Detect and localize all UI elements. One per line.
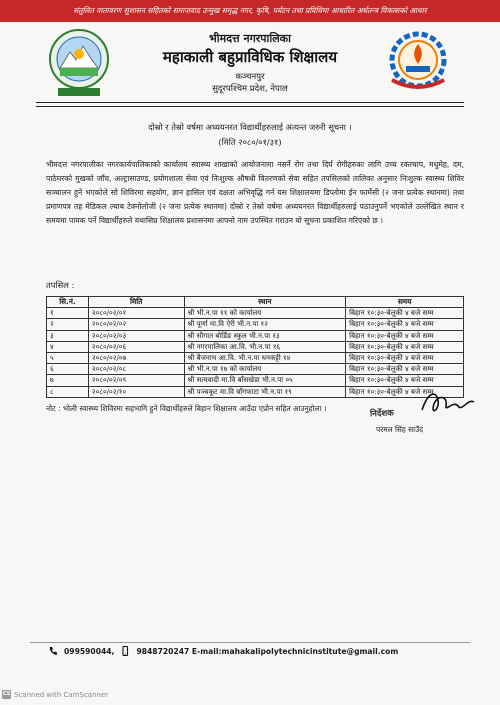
cell-time: बिहान १०:३०-बेलुकी ४ बजे सम्म (346, 341, 464, 352)
table-row (47, 352, 464, 363)
table-row (47, 319, 464, 330)
city-name: कञ्चनपुर (235, 72, 265, 82)
cell-time: बिहान १०:३०-बेलुकी ४ बजे सम्म (346, 386, 464, 397)
cell-place: श्री भी.न.पा ११ को कार्यालय (184, 308, 346, 319)
cell-sn: ६ (47, 364, 89, 375)
cell-place: श्री बैजनाथ आ.वि. भी.न.पा धनकट्टी १४ (184, 352, 346, 363)
cell-date: २०८०/०२/०६ (88, 341, 184, 352)
table-row (47, 375, 464, 386)
notice-body: भीमदत्त नगरपालीका नगरकार्यपालिकाको कार्यालय स्वास्थ्य शाखाको आयोजनामा नसर्ने रोग तथा दिर्घ रोगीहरुका लागि उच्च रक्तचाप, मधुमेह, दम, पाठेघरको मुखको जाँच, अल्ट्रासाउण्ड, प्रयोगशाला सेवा एवं निःशुल्क औषधी वितरणको सेवा सहित तपसिलको तालिका अनुसार निःशुल्क स्वास्थ्य शिविर सञ्चालन हुने भएकोले सो शिविरमा सहयोग, ज्ञान हासिल एवं दक्षता अभिवृद्धि गर्न यस शिक्षालयमा डिप्लोमा ईन फार्मेसी (२ जना प्रत्येक स्थानमा) तथा प्रमाणपत्र तह मेडिकल ल्याब टेक्नोलोजी (२ जना प्रत्येक स्थानमा) दोस्रो र तेस्रो वर्षमा अध्ययनरत विद्यार्थीहरुलाई पठाउनुपर्ने भएकोले उल्लेखित स्थान र समयमा पायक पर्ने विद्यार्थीहरुले यथासिघ्र शिक्षालय प्रशासनमा आफ्नो नाम उपस्थित गराउन यो सूचना प्रकाशित गरिएको छ । (46, 160, 464, 226)
col-header-sn: सि.नं. (47, 297, 89, 308)
footer-divider (30, 642, 470, 643)
cell-sn: १ (47, 308, 89, 319)
table-row (47, 308, 464, 319)
cell-time: बिहान १०:३०-बेलुकी ४ बजे सम्म (346, 319, 464, 330)
cell-time: बिहान १०:३०-बेलुकी ४ बजे सम्म (346, 364, 464, 375)
col-header-place: स्थान (184, 297, 346, 308)
schedule-header-row (47, 297, 464, 308)
cell-place: श्री सत्यवादी मा.वि बाँसखेडा भी.न.पा ०५ (184, 375, 346, 386)
schedule-table (46, 296, 464, 398)
footer-contact (48, 646, 398, 656)
footer-mobile-email: 9848720247 E-mail:mahakalipolytechnicinstitute@gmail.com (136, 646, 399, 656)
cell-place: श्री पूर्णा मा.वि ऐरी भी.न.पा १२ (184, 319, 346, 330)
notice-title: दोस्रो र तेस्रो वर्षमा अध्ययनरत विद्यार्थीहरुलाई अत्यन्त जरुरी सूचना । (148, 122, 352, 132)
cell-date: २०८०/०२/०७ (88, 352, 184, 363)
cell-date: २०८०/०२/०३ (88, 330, 184, 341)
col-header-time: समय (346, 297, 464, 308)
cell-sn: ३ (47, 330, 89, 341)
notice-date: (मिति २०८०/०१/३१) (218, 137, 282, 147)
cell-place: श्री पञ्चकूट मा.वि बाँगफाटा भी.न.पा १९ (184, 386, 346, 397)
cell-sn: ७ (47, 375, 89, 386)
table-row (47, 386, 464, 397)
scanner-watermark (2, 690, 108, 699)
cell-time: बिहान १०:३०-बेलुकी ४ बजे सम्म (346, 330, 464, 341)
header-divider-top (36, 102, 464, 103)
cell-date: २०८०/०२/१० (88, 386, 184, 397)
cell-place: श्री भी.न.पा १७ को कार्यालय (184, 364, 346, 375)
phone-icon (48, 646, 58, 656)
cell-sn: ४ (47, 341, 89, 352)
note-text: नोट : भोली स्वास्थ्य शिविरमा सहभागि हुने विद्यार्थीहरुले बिहान शिक्षालय आउँदा एप्रोन सहित आउनुहोला । (46, 404, 327, 413)
signatory-title: निर्देशक (369, 408, 394, 420)
col-header-date: मिति (88, 297, 184, 308)
scanner-text: Scanned with CamScanner (14, 690, 109, 699)
table-row (47, 330, 464, 341)
cell-time: बिहान १०:३०-बेलुकी ४ बजे सम्म (346, 375, 464, 386)
cell-time: बिहान १०:३०-बेलुकी ४ बजे सम्म (346, 352, 464, 363)
table-row (47, 364, 464, 375)
cell-place: श्री सौगात बोर्डिङ स्कुल भी.न.पा १३ (184, 330, 346, 341)
cell-date: २०८०/०२/०९ (88, 375, 184, 386)
details-label: तपसिल : (46, 280, 75, 290)
top-banner: संतुलित वातावरण सुशासन सहितको समाजवाद उन्मुख समृद्ध नगर, कृषि, पर्यटन तथा प्रविधिमा आधारित अर्थतन्त्र विकासको आधार (0, 0, 500, 22)
cell-sn: ८ (47, 386, 89, 397)
municipality-name: भीमदत्त नगरपालिका (209, 32, 291, 45)
header-divider-bottom (36, 106, 464, 107)
cell-date: २०८०/०२/०१ (88, 308, 184, 319)
signature (418, 386, 478, 420)
footer-phone: 099590044, (64, 646, 115, 656)
province-name: सुदूरपश्चिम प्रदेश, नेपाल (212, 84, 288, 94)
cell-date: २०८०/०२/०२ (88, 319, 184, 330)
cell-time: बिहान १०:३०-बेलुकी ४ बजे सम्म (346, 308, 464, 319)
signatory-name: परमल सिंह साउँद (376, 425, 424, 434)
mobile-icon (120, 646, 130, 656)
cell-date: २०८०/०२/०८ (88, 364, 184, 375)
cell-sn: २ (47, 319, 89, 330)
camscanner-icon: CS (2, 691, 11, 697)
cell-sn: ५ (47, 352, 89, 363)
school-name: महाकाली बहुप्राविधिक शिक्षालय (162, 48, 338, 66)
cell-place: श्री नगरपालिका आ.वि. भी.न.पा १६ (184, 341, 346, 352)
table-row (47, 341, 464, 352)
